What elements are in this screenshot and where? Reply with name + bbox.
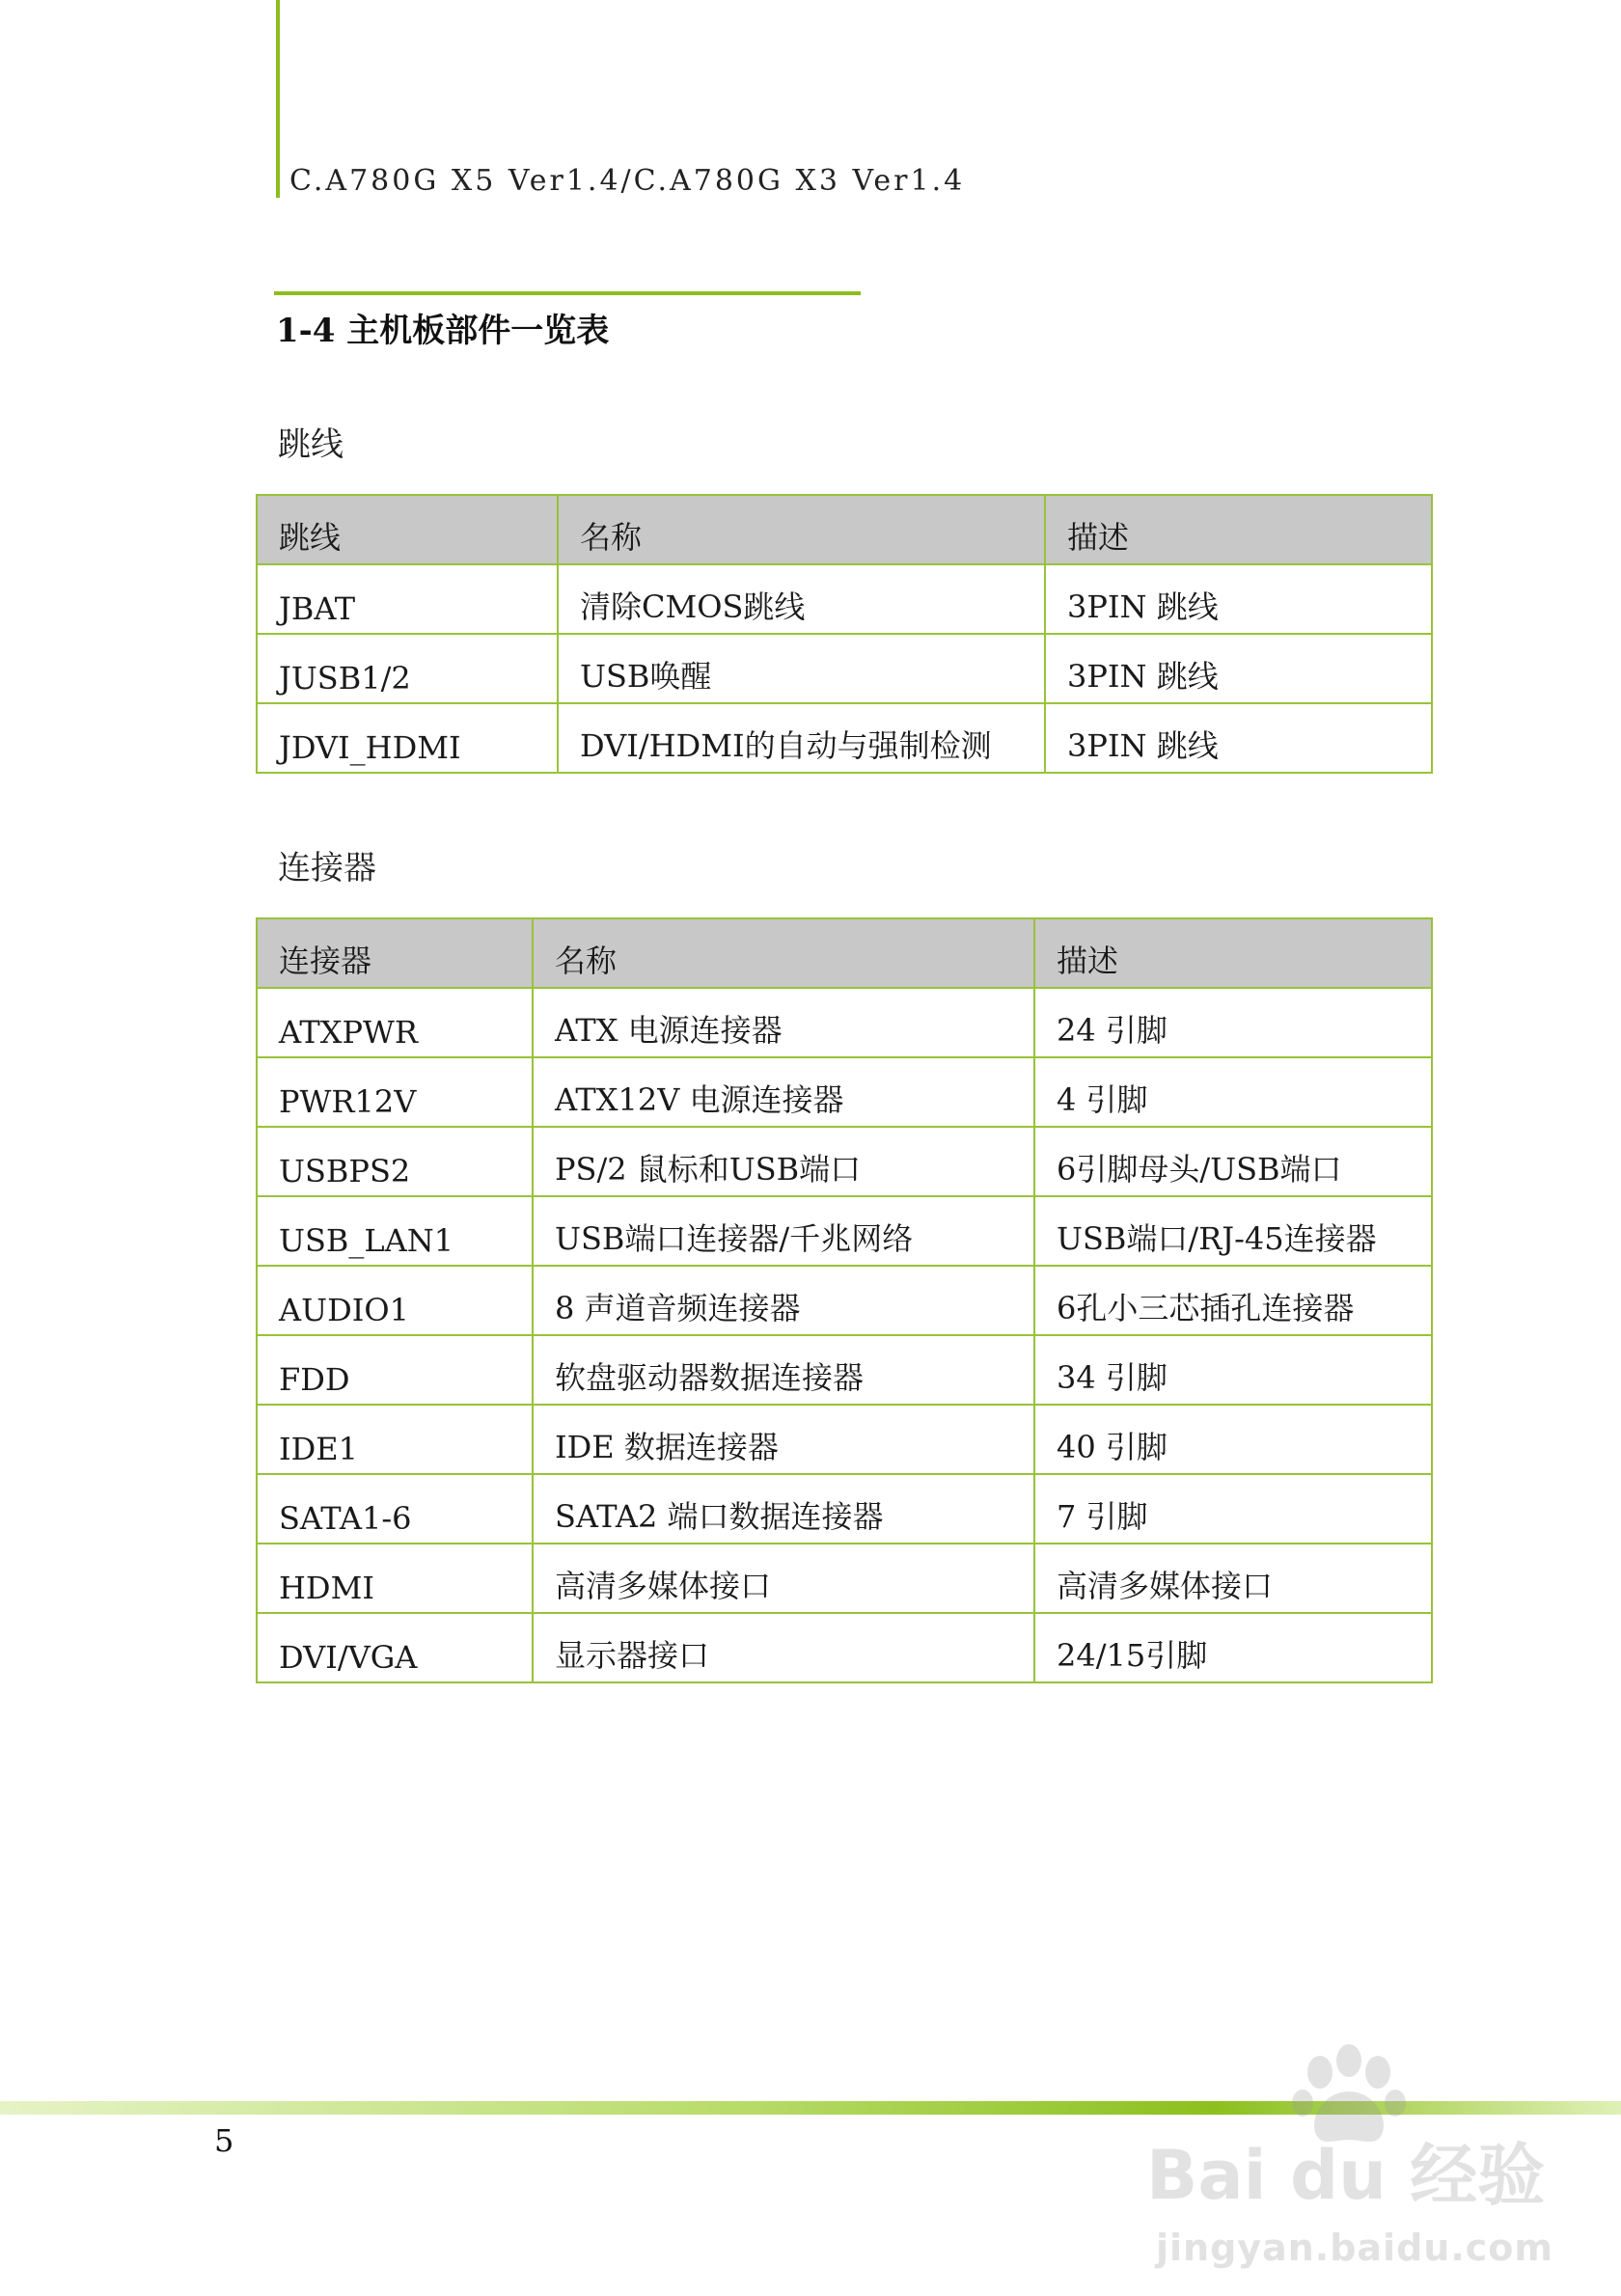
- table-row: [257, 988, 1432, 1057]
- connectors-heading: 连接器: [278, 849, 376, 888]
- table-row: [257, 564, 1432, 634]
- connector-name: SATA2 端口数据连接器: [533, 1474, 1034, 1544]
- column-header: 连接器: [257, 918, 533, 988]
- column-header: 跳线: [257, 495, 558, 564]
- section-heading: 1-4 主机板部件一览表: [276, 312, 610, 350]
- table-header-row: [257, 495, 1432, 564]
- table-row: [257, 703, 1432, 773]
- connector-id: PWR12V: [257, 1057, 533, 1127]
- connector-description: 6孔小三芯插孔连接器: [1034, 1266, 1432, 1335]
- table-row: [257, 1057, 1432, 1127]
- table-row: [257, 634, 1432, 703]
- connector-description: 34 引脚: [1034, 1335, 1432, 1405]
- column-header: 描述: [1034, 918, 1432, 988]
- connector-description: USB端口/RJ-45连接器: [1034, 1196, 1432, 1266]
- column-header: 名称: [533, 918, 1034, 988]
- column-header: 描述: [1045, 495, 1432, 564]
- table-row: [257, 1266, 1432, 1335]
- connector-id: USB_LAN1: [257, 1196, 533, 1266]
- jumper-name: DVI/HDMI的自动与强制检测: [558, 703, 1045, 773]
- page-number: 5: [214, 2122, 234, 2159]
- table-row: [257, 1544, 1432, 1613]
- connector-name: 高清多媒体接口: [533, 1544, 1034, 1613]
- connector-id: ATXPWR: [257, 988, 533, 1057]
- connector-id: DVI/VGA: [257, 1613, 533, 1682]
- connector-description: 24/15引脚: [1034, 1613, 1432, 1682]
- connector-description: 6引脚母头/USB端口: [1034, 1127, 1432, 1196]
- jumper-id: JDVI_HDMI: [257, 703, 558, 773]
- connector-id: AUDIO1: [257, 1266, 533, 1335]
- connector-description: 高清多媒体接口: [1034, 1544, 1432, 1613]
- connector-name: USB端口连接器/千兆网络: [533, 1196, 1034, 1266]
- watermark: [1146, 2043, 1571, 2284]
- jumper-description: 3PIN 跳线: [1045, 564, 1432, 634]
- connector-id: HDMI: [257, 1544, 533, 1613]
- table-row: [257, 1474, 1432, 1544]
- table-header-row: [257, 918, 1432, 988]
- connector-description: 4 引脚: [1034, 1057, 1432, 1127]
- watermark-url: jingyan.baidu.com: [1156, 2227, 1553, 2269]
- table-row: [257, 1127, 1432, 1196]
- document-header-title: C.A780G X5 Ver1.4/C.A780G X3 Ver1.4: [289, 164, 966, 198]
- connector-id: USBPS2: [257, 1127, 533, 1196]
- connector-name: 软盘驱动器数据连接器: [533, 1335, 1034, 1405]
- jumper-id: JUSB1/2: [257, 634, 558, 703]
- connector-name: IDE 数据连接器: [533, 1405, 1034, 1474]
- watermark-logo-text: [1146, 2135, 1571, 2212]
- svg-text:Bai du 经验: Bai du 经验: [1146, 2136, 1546, 2212]
- header-accent-line: [276, 0, 280, 198]
- connector-description: 7 引脚: [1034, 1474, 1432, 1544]
- connector-name: ATX 电源连接器: [533, 988, 1034, 1057]
- table-row: [257, 1335, 1432, 1405]
- connector-description: 24 引脚: [1034, 988, 1432, 1057]
- connector-name: ATX12V 电源连接器: [533, 1057, 1034, 1127]
- table-row: [257, 1405, 1432, 1474]
- watermark-logo: [1146, 2135, 1571, 2212]
- section-rule: [274, 291, 861, 295]
- paw-icon: [1281, 2043, 1416, 2149]
- connector-name: 显示器接口: [533, 1613, 1034, 1682]
- jumpers-table: [256, 494, 1433, 774]
- table-row: [257, 1613, 1432, 1682]
- column-header: 名称: [558, 495, 1045, 564]
- jumper-description: 3PIN 跳线: [1045, 703, 1432, 773]
- jumper-name: USB唤醒: [558, 634, 1045, 703]
- jumper-name: 清除CMOS跳线: [558, 564, 1045, 634]
- connectors-table: [256, 917, 1433, 1683]
- table-row: [257, 1196, 1432, 1266]
- connector-description: 40 引脚: [1034, 1405, 1432, 1474]
- jumper-id: JBAT: [257, 564, 558, 634]
- connector-id: SATA1-6: [257, 1474, 533, 1544]
- jumper-description: 3PIN 跳线: [1045, 634, 1432, 703]
- connector-name: PS/2 鼠标和USB端口: [533, 1127, 1034, 1196]
- connector-id: IDE1: [257, 1405, 533, 1474]
- connector-id: FDD: [257, 1335, 533, 1405]
- connector-name: 8 声道音频连接器: [533, 1266, 1034, 1335]
- jumpers-heading: 跳线: [278, 425, 343, 464]
